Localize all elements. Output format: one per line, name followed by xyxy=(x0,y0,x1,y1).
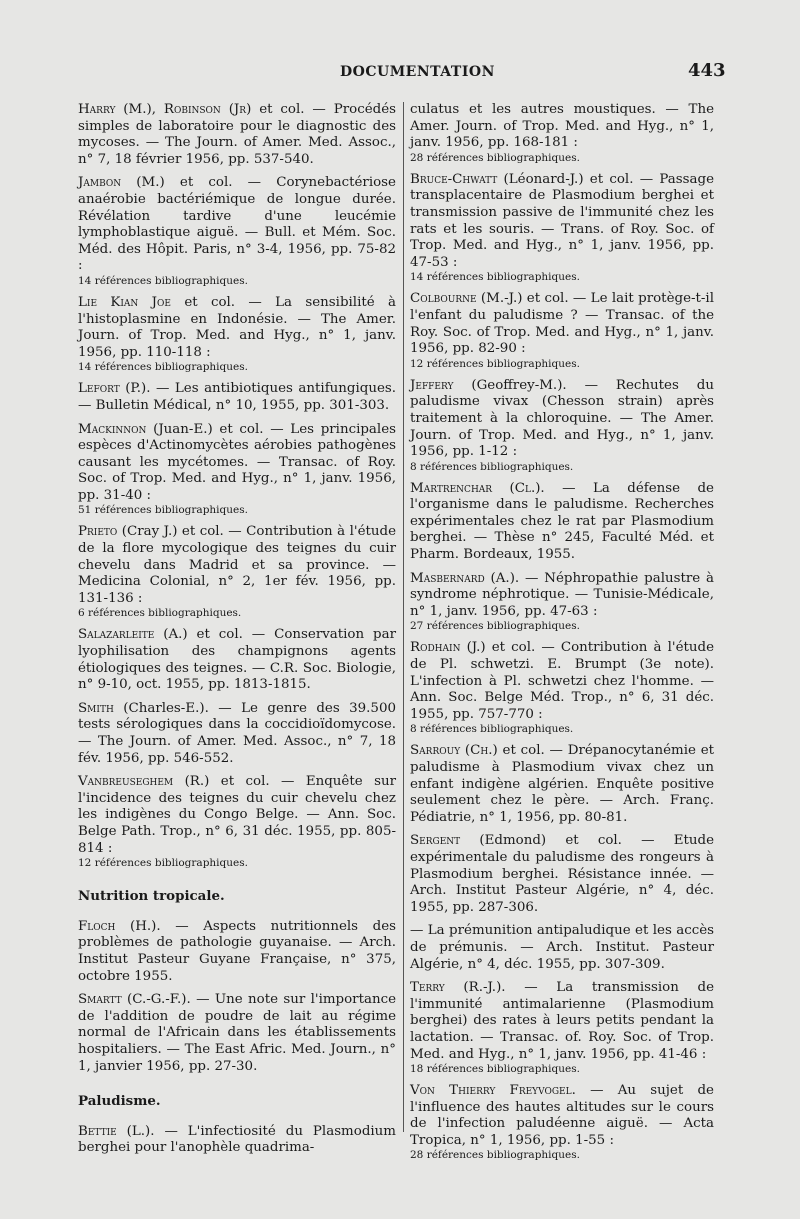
entry-list-mycology xyxy=(78,102,396,870)
entry-reference-count: 28 références bibliographiques. xyxy=(410,151,580,164)
entry-citation: (Charles-E.). — Le genre des 39.500 tests sérologiques dans la coccidioïdomycose. — The Journ. of Amer. Med. Assoc., n° 7, 18 fév. 1956, pp. 546-552. xyxy=(78,700,396,766)
bibliography-entry xyxy=(78,175,396,288)
entry-citation: et col. — La sensibilité à l'histoplasmine en Indonésie. — The Amer. Journ. of Trop. Med. and Hyg., n° 1, janv. 1956, pp. 110-118 : xyxy=(78,294,397,360)
entry-text xyxy=(78,175,396,275)
entry-text xyxy=(78,422,396,505)
bibliography-entry xyxy=(410,640,714,736)
entry-author: Sergent xyxy=(410,833,461,849)
bibliography-entry xyxy=(78,774,396,870)
bibliography-entry xyxy=(78,102,396,168)
entry-author: Vanbreuseghem (R.) xyxy=(78,774,210,790)
entry-citation: — Néphropathie palustre à syndrome néphrotique. — Tunisie-Médicale, n° 1, janv. 1956, pp. 47-63 : xyxy=(410,570,714,619)
bibliography-entry xyxy=(410,378,714,474)
entry-author: Salazarleite (A.) xyxy=(78,627,188,643)
bibliography-entry xyxy=(410,833,714,916)
bibliography-entry xyxy=(78,919,396,985)
entry-author: Jambon (M.) xyxy=(78,175,165,191)
bibliography-entry xyxy=(78,381,396,414)
entry-author: Sarrouy (Ch.) xyxy=(410,743,498,759)
bibliography-entry xyxy=(410,743,714,826)
entry-text xyxy=(78,102,396,168)
entry-citation: — La transmission de l'immunité antimalarienne (Plasmodium berghei) des rates à leurs petits pendant la lactation. — Transac. of. Roy. Soc. of Trop. Med. and Hyg., n° 1, janv. 1956, pp. 41-46 : xyxy=(410,980,714,1062)
page-number: 443 xyxy=(688,60,726,81)
entry-citation: et col. — Procédés simples de laboratoire pour le diagnostic des mycoses. — The Journ. of Amer. Med. Assoc., n° 7, 18 février 1956, pp. 537-540. xyxy=(78,102,396,167)
entry-citation: — L'infectiosité du Plasmodium berghei pour l'anophèle quadrima- xyxy=(78,1123,396,1156)
entry-author: Jeffery xyxy=(410,377,454,393)
entry-list-nutrition xyxy=(78,919,396,1075)
entry-citation: (Juan-E.) et col. — Les principales espèces d'Actinomycètes aérobies pathogènes causant les mycétomes. — Transac. of Roy. Soc. of Trop. Med. and Hyg., n° 1, janv. 1956, pp. 31-40 : xyxy=(78,421,396,503)
entry-reference-count: 51 références bibliographiques. xyxy=(78,504,248,517)
bibliography-entry xyxy=(78,295,396,374)
entry-text xyxy=(410,172,714,272)
entry-reference-count: 28 références bibliographiques. xyxy=(410,1149,580,1162)
entry-author: Floch (H.). xyxy=(78,918,161,934)
entry-author: Mackinnon xyxy=(78,421,147,437)
entry-text xyxy=(410,640,714,723)
entry-reference-count: 8 références bibliographiques. xyxy=(410,723,574,736)
entry-author: Rodhain (J.) xyxy=(410,640,486,656)
bibliography-entry xyxy=(410,102,714,165)
entry-reference-count: 18 références bibliographiques. xyxy=(410,1063,580,1076)
entry-reference-count: 12 références bibliographiques. xyxy=(78,857,248,870)
entry-author: Smartt (C.-G.-F.). xyxy=(78,992,191,1008)
entry-reference-count: 12 références bibliographiques. xyxy=(410,357,580,370)
entry-citation: (Léonard-J.) et col. — Passage transplacentaire de Plasmodium berghei et transmission passive de l'immunité chez les rats et les souris. — Trans. of Roy. Soc. of Trop. Med. and Hyg., n° 1, janv. 1956, pp. 47-53 : xyxy=(410,171,714,270)
entry-citation: et col. — Corynebactériose anaérobie bactériémique de longue durée. Révélation tardive d'une leucémie lymphoblastique aiguë. — Bull. et Mém. Soc. Méd. des Hôpit. Paris, n° 3-4, 1956, pp. 75-82 : xyxy=(78,175,396,274)
entry-author: Martrenchar (Cl.). xyxy=(410,480,545,496)
entry-text xyxy=(410,1083,714,1149)
entry-text xyxy=(410,102,714,152)
entry-author: Bruce-Chwatt xyxy=(410,171,498,187)
entry-author: Colbourne (M.-J.) xyxy=(410,291,523,307)
entry-text xyxy=(410,743,714,826)
bibliography-entry xyxy=(410,172,714,285)
entry-citation: et col. — Enquête sur l'incidence des teignes du cuir chevelu chez les indigènes du Congo Belge. — Ann. Soc. Belge Path. Trop., n° 6, 31 déc. 1955, pp. 805-814 : xyxy=(78,774,396,856)
right-column xyxy=(410,102,714,1169)
entry-reference-count: 27 références bibliographiques. xyxy=(410,620,580,633)
entry-reference-count: 14 références bibliographiques. xyxy=(78,274,248,287)
entry-citation: et col. — Contribution à l'étude de Pl. schwetzi. E. Brumpt (3e note). L'infection à Pl. schwetzi chez l'homme. — Ann. Soc. Belge Méd. Trop., n° 6, 31 déc. 1955, pp. 757-770 : xyxy=(410,640,714,722)
entry-text xyxy=(410,291,714,357)
entry-text xyxy=(78,381,396,414)
entry-list-right xyxy=(410,102,714,1162)
entry-author: Lie Kian Joe xyxy=(78,294,171,310)
entry-citation: — Une note sur l'importance de l'addition de poudre de lait au régime normal de l'Africain dans les établissements hospitaliers. — The East Afric. Med. Journ., n° 1, janvier 1956, pp. 27-30. xyxy=(78,992,396,1074)
entry-citation: — Les antibiotiques antifungiques. — Bulletin Médical, n° 10, 1955, pp. 301-303. xyxy=(78,381,396,413)
entry-reference-count: 8 références bibliographiques. xyxy=(410,460,574,473)
entry-citation: et col. — Le lait protège-t-il l'enfant du paludisme ? — Transac. of the Roy. Soc. of Trop. Med. and Hyg., n° 1, janv. 1956, pp. 82-90 : xyxy=(410,291,714,357)
entry-text xyxy=(78,701,396,767)
entry-text xyxy=(78,295,396,361)
entry-citation: — Aspects nutritionnels des problèmes de pathologie guyanaise. — Arch. Institut Pasteur Guyane Française, n° 375, octobre 1955. xyxy=(78,918,396,984)
entry-citation: et col. — Conservation par lyophilisation des champignons agents étiologiques des teignes. — C.R. Soc. Biologie, n° 9-10, oct. 1955, pp. 1813-1815. xyxy=(78,627,396,693)
entry-text xyxy=(410,833,714,916)
entry-reference-count: 14 références bibliographiques. xyxy=(410,271,580,284)
bibliography-entry xyxy=(78,422,396,518)
entry-citation: — Au sujet de l'influence des hautes altitudes sur le cours de l'infection paludéenne aiguë. — Acta Tropica, n° 1, 1956, pp. 1-55 : xyxy=(410,1083,714,1148)
entry-text xyxy=(78,627,396,693)
entry-text xyxy=(410,378,714,461)
bibliography-entry xyxy=(78,1124,396,1157)
section-heading-paludisme: Paludisme. xyxy=(78,1093,161,1110)
entry-citation: (Edmond) et col. — Etude expérimentale du paludisme des rongeurs à Plasmodium berghei. Résistance innée. — Arch. Institut Pasteur Algérie, n° 4, déc. 1955, pp. 287-306. xyxy=(410,833,714,915)
entry-list-paludisme xyxy=(78,1124,396,1157)
entry-author: Smith xyxy=(78,700,114,716)
bibliography-entry xyxy=(78,992,396,1075)
bibliography-entry xyxy=(410,291,714,370)
entry-text xyxy=(78,524,396,607)
entry-author: Von Thierry Freyvogel. xyxy=(410,1083,576,1099)
entry-author: Lefort (P.). xyxy=(78,381,151,397)
entry-reference-count: 6 références bibliographiques. xyxy=(78,607,242,620)
running-head: DOCUMENTATION xyxy=(340,64,495,80)
left-column xyxy=(78,102,396,1164)
bibliography-entry xyxy=(410,481,714,564)
entry-citation: culatus et les autres moustiques. — The Amer. Journ. of Trop. Med. and Hyg., n° 1, janv. 1956, pp. 168-181 : xyxy=(410,102,714,151)
entry-citation: et col. — Drépanocytanémie et paludisme à Plasmodium vivax chez un enfant indigène algérien. Enquête positive seulement chez le père. — Arch. Franç. Pédiatrie, n° 1, 1956, pp. 80-81. xyxy=(410,743,714,825)
bibliography-entry xyxy=(78,627,396,693)
entry-text xyxy=(78,774,396,857)
bibliography-entry xyxy=(410,923,714,973)
entry-text xyxy=(410,980,714,1063)
entry-author: Masbernard (A.). xyxy=(410,570,520,586)
entry-text xyxy=(410,923,714,973)
section-heading-nutrition: Nutrition tropicale. xyxy=(78,888,225,905)
entry-author: Harry (M.), Robinson (Jr) xyxy=(78,102,252,117)
entry-text xyxy=(78,919,396,985)
entry-author: Prieto xyxy=(78,524,118,540)
bibliography-entry xyxy=(78,524,396,620)
entry-author: Bettie (L.). xyxy=(78,1123,155,1139)
bibliography-entry xyxy=(410,571,714,634)
entry-text xyxy=(410,481,714,564)
bibliography-entry xyxy=(410,980,714,1076)
entry-reference-count: 14 références bibliographiques. xyxy=(78,361,248,374)
entry-citation: (Geoffrey-M.). — Rechutes du paludisme vivax (Chesson strain) après traitement à la chloroquine. — The Amer. Journ. of Trop. Med. and Hyg., n° 1, janv. 1956, pp. 1-12 : xyxy=(410,377,714,460)
bibliography-entry xyxy=(410,1083,714,1162)
entry-citation: — La défense de l'organisme dans le paludisme. Recherches expérimentales chez le rat par Plasmodium berghei. — Thèse n° 245, Faculté Méd. et Pharm. Bordeaux, 1955. xyxy=(410,480,714,563)
bibliography-entry xyxy=(78,701,396,767)
column-divider xyxy=(403,102,404,1132)
entry-citation: — La prémunition antipaludique et les accès de prémunis. — Arch. Institut. Pasteur Algérie, n° 4, déc. 1955, pp. 307-309. xyxy=(410,923,714,972)
entry-author: Terry (R.-J.). xyxy=(410,980,506,996)
entry-citation: (Cray J.) et col. — Contribution à l'étude de la flore mycologique des teignes du cuir chevelu dans Madrid et sa province. — Medicina Colonial, n° 2, 1er fév. 1956, pp. 131-136 : xyxy=(78,524,396,606)
entry-text xyxy=(410,571,714,621)
entry-text xyxy=(78,992,396,1075)
entry-text xyxy=(78,1124,396,1157)
